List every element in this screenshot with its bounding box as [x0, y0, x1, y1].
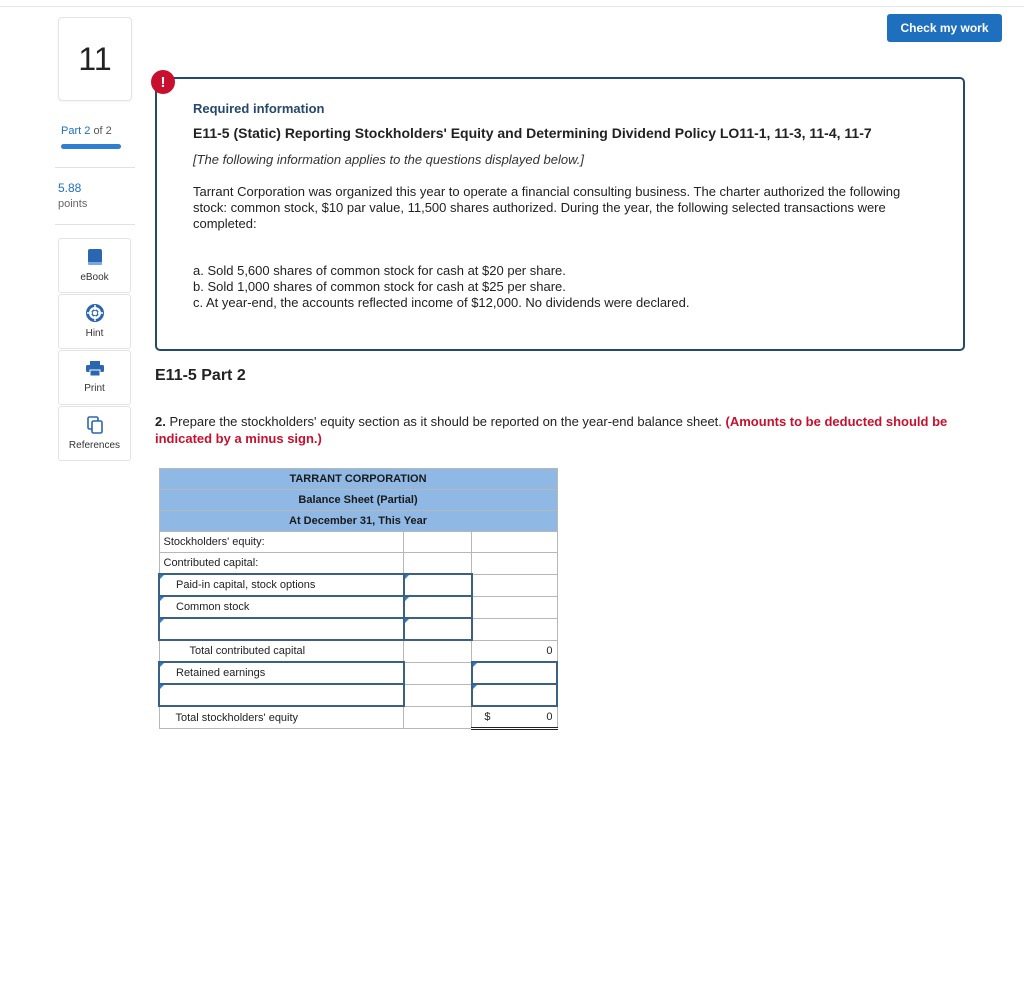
common-stock-amount-input[interactable]	[404, 596, 472, 618]
hint-button[interactable]	[58, 294, 131, 349]
points-label: points	[58, 198, 88, 210]
total-equity-cell	[472, 706, 557, 729]
part-of: of 2	[93, 125, 112, 137]
blank-amount-input-2[interactable]	[472, 684, 557, 706]
part-label: Part	[61, 125, 82, 137]
statement-date: At December 31, This Year	[159, 511, 557, 532]
table-row	[159, 574, 557, 596]
statement-title: Balance Sheet (Partial)	[159, 490, 557, 511]
table-row	[159, 532, 557, 553]
total-contributed-value: 0	[472, 640, 557, 662]
part-heading: E11-5 Part 2	[155, 367, 246, 384]
check-my-work-button[interactable]: Check my work	[887, 14, 1002, 42]
print-button[interactable]	[58, 350, 131, 405]
total-contributed-label: Total contributed capital	[159, 640, 404, 662]
required-information-title: Required information	[193, 101, 325, 116]
ebook-button[interactable]	[58, 238, 131, 293]
part-indicator	[61, 125, 112, 137]
instruction-text: Prepare the stockholders' equity section as it should be reported on the year-end balance sheet.	[169, 414, 722, 429]
sidebar-divider	[55, 224, 135, 225]
blank-label-input[interactable]	[159, 618, 404, 640]
total-cell	[472, 532, 557, 553]
table-row	[159, 618, 557, 640]
row-label: Stockholders' equity:	[159, 532, 404, 553]
instruction-note: (Amounts to be deducted should be indicated by a minus sign.)	[155, 414, 948, 446]
retained-earnings-label-input[interactable]: Retained earnings	[159, 662, 404, 684]
blank-label-input-2[interactable]	[159, 684, 404, 706]
hint-label: Hint	[85, 328, 104, 339]
amount-cell	[404, 640, 472, 662]
question-number: 11	[58, 17, 132, 101]
instruction	[155, 413, 1005, 447]
table-row	[159, 706, 557, 729]
amount-cell	[404, 553, 472, 575]
company-name: TARRANT CORPORATION	[159, 469, 557, 490]
paid-in-capital-amount-input[interactable]	[404, 574, 472, 596]
top-divider	[0, 6, 1024, 7]
part-progress-bar	[61, 144, 121, 149]
print-label: Print	[84, 383, 105, 394]
balance-sheet-table	[158, 468, 558, 730]
problem-description: Tarrant Corporation was organized this year to operate a financial consulting business. The charter authorized the following stock: common stock, $10 par value, 11,500 shares authorized. During the year, the following selected transactions were completed:	[193, 184, 901, 231]
info-note: [The following information applies to the questions displayed below.]	[193, 152, 584, 167]
transactions-list	[193, 263, 689, 311]
table-row	[159, 684, 557, 706]
total-equity-value: 0	[546, 711, 553, 723]
instruction-number: 2.	[155, 414, 166, 429]
paid-in-capital-label-input[interactable]: Paid-in capital, stock options	[159, 574, 404, 596]
row-label: Contributed capital:	[159, 553, 404, 575]
blank-amount-input[interactable]	[404, 618, 472, 640]
table-row	[159, 662, 557, 684]
table-row	[159, 596, 557, 618]
problem-title: E11-5 (Static) Reporting Stockholders' Equity and Determining Dividend Policy LO11-1, 11-3, 11-4, 11-7	[193, 125, 872, 141]
alert-icon: !	[151, 70, 175, 94]
table-row	[159, 640, 557, 662]
total-cell	[472, 574, 557, 596]
amount-cell	[404, 706, 472, 729]
transaction-item: c. At year-end, the accounts reflected income of $12,000. No dividends were declared.	[193, 295, 690, 310]
ebook-label: eBook	[80, 272, 109, 283]
transaction-item: a. Sold 5,600 shares of common stock for cash at $20 per share.	[193, 263, 566, 278]
references-label: References	[68, 440, 121, 451]
sidebar-divider	[55, 167, 135, 168]
common-stock-label-input[interactable]: Common stock	[159, 596, 404, 618]
amount-cell	[404, 662, 472, 684]
references-button[interactable]	[58, 406, 131, 461]
table-row	[159, 553, 557, 575]
total-cell	[472, 618, 557, 640]
amount-cell	[404, 532, 472, 553]
total-cell	[472, 596, 557, 618]
amount-cell	[404, 684, 472, 706]
printer-icon	[86, 361, 104, 377]
copy-icon	[87, 416, 103, 434]
total-equity-label: Total stockholders' equity	[159, 706, 404, 729]
total-cell	[472, 553, 557, 575]
part-current: 2	[84, 125, 91, 137]
dollar-sign: $	[484, 711, 491, 723]
part-progress-fill	[61, 144, 121, 149]
points-value: 5.88	[58, 181, 82, 195]
book-icon	[87, 248, 103, 266]
lifebuoy-icon	[86, 304, 104, 322]
retained-earnings-amount-input[interactable]	[472, 662, 557, 684]
transaction-item: b. Sold 1,000 shares of common stock for cash at $25 per share.	[193, 279, 566, 294]
